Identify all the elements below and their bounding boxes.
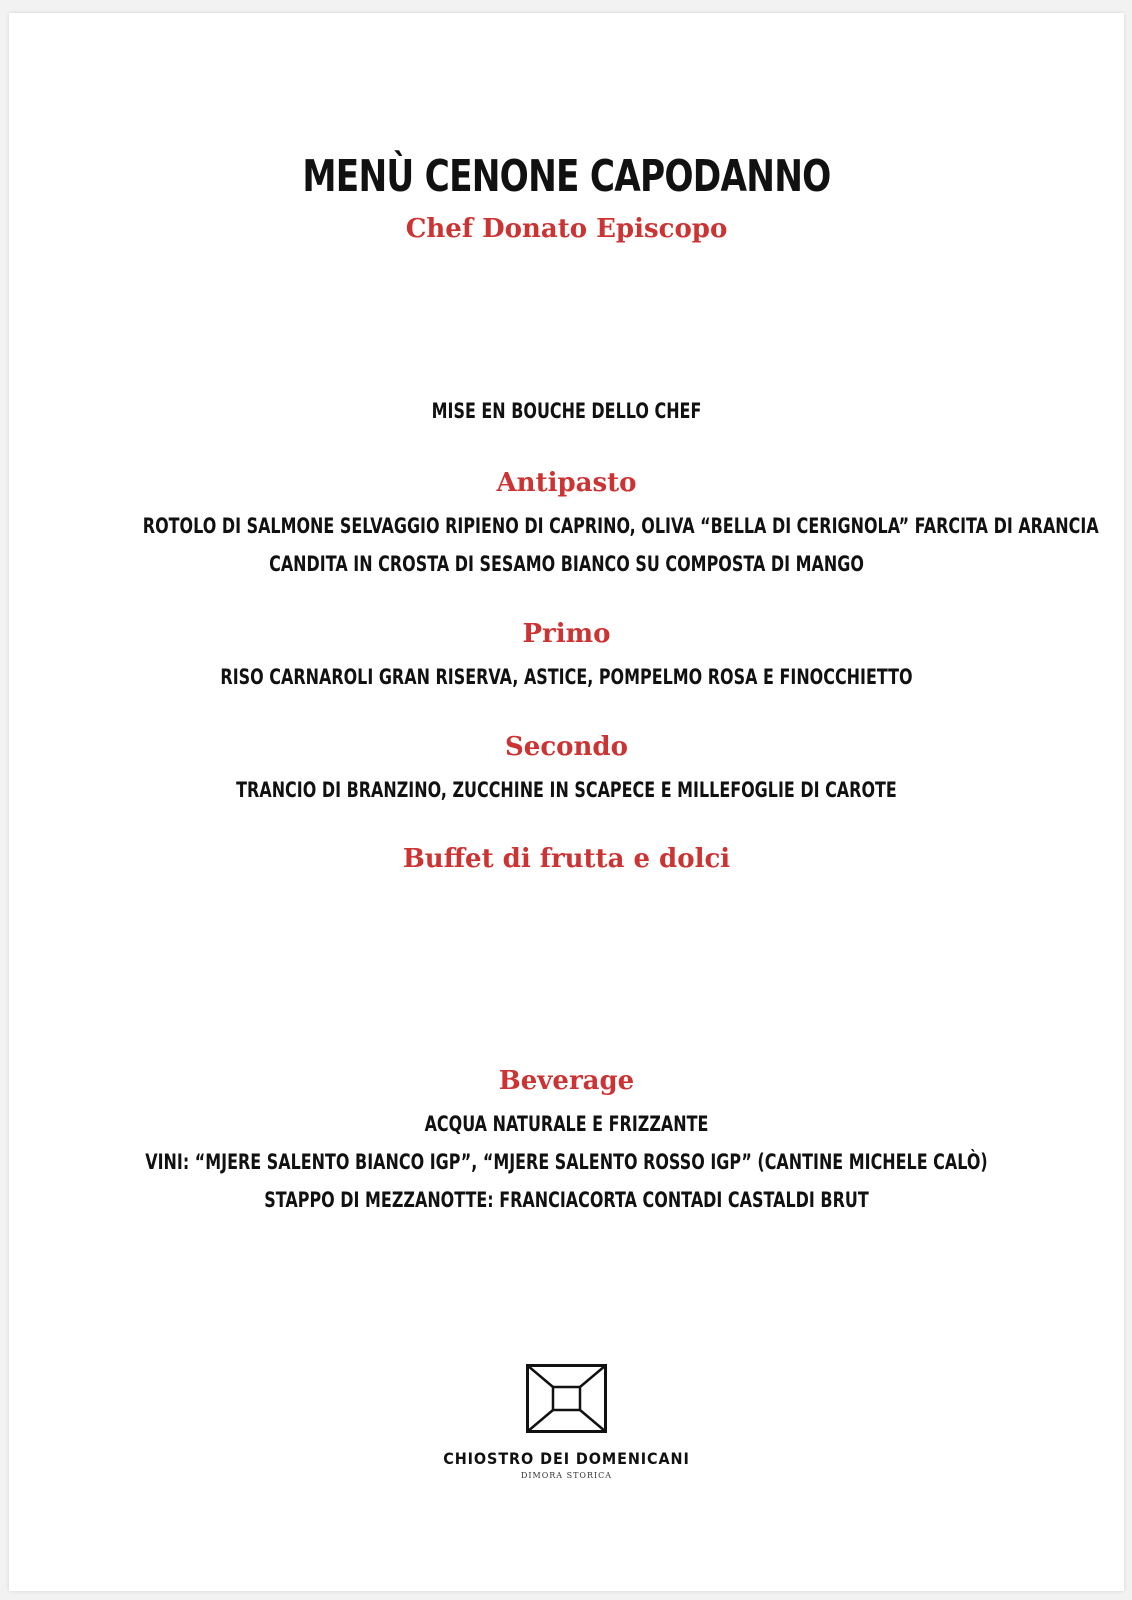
section-heading-secondo: Secondo <box>505 732 628 762</box>
venue-tagline: DIMORA STORICA <box>520 1471 613 1480</box>
secondo-line-1: TRANCIO DI BRANZINO, ZUCCHINE IN SCAPECE E MILLEFOGLIE DI CAROTE <box>236 778 897 802</box>
cloister-emblem-icon <box>526 1364 607 1433</box>
beverage-line-1: ACQUA NATURALE E FRIZZANTE <box>424 1112 709 1136</box>
menu-title: MENÙ CENONE CAPODANNO <box>302 151 831 202</box>
menu-page <box>9 13 1124 1591</box>
antipasto-line-2: CANDITA IN CROSTA DI SESAMO BIANCO SU COMPOSTA DI MANGO <box>269 552 864 576</box>
primo-line-1: RISO CARNAROLI GRAN RISERVA, ASTICE, POMPELMO ROSA E FINOCCHIETTO <box>220 665 913 689</box>
beverage-line-3: STAPPO DI MEZZANOTTE: FRANCIACORTA CONTADI CASTALDI BRUT <box>264 1188 869 1212</box>
beverage-line-2: VINI: “MJERE SALENTO BIANCO IGP”, “MJERE SALENTO ROSSO IGP” (CANTINE MICHELE CALÒ) <box>145 1150 988 1174</box>
antipasto-line-1: ROTOLO DI SALMONE SELVAGGIO RIPIENO DI CAPRINO, OLIVA “BELLA DI CERIGNOLA” FARCITA DI ARANCIA <box>142 514 1099 538</box>
section-heading-antipasto: Antipasto <box>496 468 637 498</box>
mise-en-bouche: MISE EN BOUCHE DELLO CHEF <box>431 399 702 423</box>
section-heading-beverage: Beverage <box>498 1066 635 1096</box>
venue-name: CHIOSTRO DEI DOMENICANI <box>443 1449 690 1468</box>
chef-name: Chef Donato Episcopo <box>405 214 728 244</box>
section-heading-primo: Primo <box>522 619 611 649</box>
section-heading-buffet: Buffet di frutta e dolci <box>402 844 731 874</box>
